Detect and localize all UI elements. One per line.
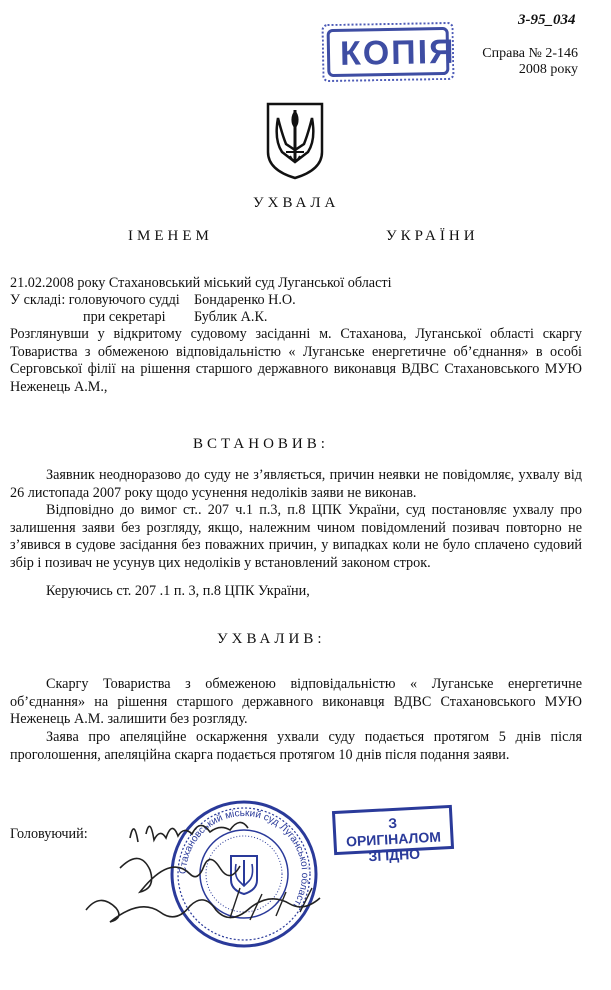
ruled-paragraph-2: Заява про апеляційне оскарження ухвали суду подається протягом 5 днів після проголошення, апеляційна скарга подається протягом 10 днів після подання заяви. (10, 729, 582, 763)
in-name-left: ІМЕНЕМ (128, 228, 213, 244)
secretary-name: Бублик А.К. (194, 309, 268, 325)
judge-name: Бондаренко Н.О. (194, 292, 296, 308)
copy-stamp-text: КОПІЯ (339, 32, 456, 73)
stamp-original-line2: ЗГІДНО (368, 845, 421, 865)
established-heading: ВСТАНОВИВ: (193, 436, 329, 452)
composition-label: У складі: головуючого судді (10, 292, 180, 308)
case-number: Справа № 2-146 (482, 46, 578, 61)
stamp-original-line1: З ОРИГІНАЛОМ (345, 814, 442, 850)
seal-text: Стахановський міський суд Луганської області (177, 807, 311, 910)
intro-paragraph: Розглянувши у відкритому судовому засіданні м. Стаханова, Луганської області скаргу Товариства з обмеженою відповідальністю « Луганське енергетичне об’єднання» в особі Серговської філії на рішення старшого державного виконавця ВДВС Стахановського МУЮ Неженець А.М., (10, 326, 582, 395)
copy-stamp (327, 27, 456, 77)
case-year: 2008 року (518, 62, 578, 77)
established-paragraph-2: Відповідно до вимог ст.. 207 ч.1 п.3, п.8 ЦПК України, суд постановляє ухвалу про залишення заяви без розгляду, якщо, належним чином повідомлений позивач повторно не з’явився в судове засідання без поважних причин, у випадках коли не було сплачено судовий збір і позивач не усунув цих недоліків у встановлений законом строк. (10, 502, 582, 571)
handwritten-code: 3-95_034 (518, 12, 576, 28)
original-conforms-stamp (332, 805, 454, 865)
handwritten-signature (80, 808, 340, 938)
case-info (440, 46, 578, 78)
secretary-label: при секретарі (83, 309, 166, 325)
trident-emblem-icon (264, 100, 326, 180)
ruled-heading: УХВАЛИВ: (217, 631, 326, 647)
established-paragraph-3: Керуючись ст. 207 .1 п. 3, п.8 ЦПК України, (46, 583, 310, 599)
presiding-label: Головуючий: (10, 826, 88, 842)
in-name-right: УКРАЇНИ (386, 228, 479, 244)
established-paragraph-1: Заявник неодноразово до суду не з’являється, причин неявки не повідомляє, ухвалу від 26 листопада 2007 року щодо усунення недоліків заяви не виконав. (10, 467, 582, 501)
intro-line: 21.02.2008 року Стахановський міський суд Луганської області (10, 275, 392, 291)
document-title: УХВАЛА (253, 195, 340, 211)
ruled-paragraph-1: Скаргу Товариства з обмеженою відповідальністю « Луганське енергетичне об’єднання» на рішення старшого державного виконавця ВДВС Стахановського МУЮ Неженець А.М. залишити без розгляду. (10, 676, 582, 727)
